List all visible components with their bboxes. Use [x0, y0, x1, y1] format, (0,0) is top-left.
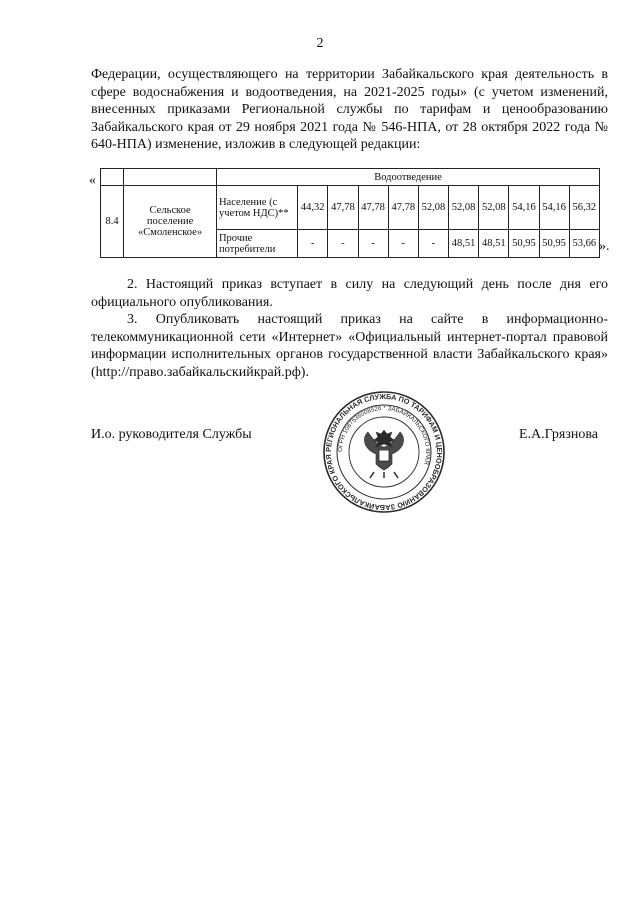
tariff-value: 48,51: [479, 230, 509, 258]
seal-outer-text: РЕГИОНАЛЬНАЯ СЛУЖБА ПО ТАРИФАМ И ЦЕНООБРАЗОВАНИЮ ЗАБАЙКАЛЬСКОГО КРАЯ: [323, 391, 445, 513]
tariff-value: 50,95: [539, 230, 569, 258]
signature-title: И.о. руководителя Службы: [91, 427, 252, 442]
tariff-value: 52,08: [449, 186, 479, 230]
tariff-value: 47,78: [358, 186, 388, 230]
paragraph-2: 2. Настоящий приказ вступает в силу на следующий день после дня его официального опубликования.: [91, 277, 608, 310]
tariff-value: -: [388, 230, 418, 258]
intro-paragraph: Федерации, осуществляющего на территории Забайкальского края деятельность в сфере водоснабжения и водоотведения, на 2021-2025 годы» (с учетом изменений, внесенных приказами Региональной службы по тарифам и ценообразованию Забайкальского края от 29 ноября 2021 года № 546-НПА, от 28 октября 2022 года № 640-НПА) изменение, изложив в следующей редакции:: [91, 67, 608, 152]
official-seal: [322, 390, 446, 514]
row-number: 8.4: [101, 186, 124, 258]
page-number: 2: [316, 36, 324, 51]
seal-inner-text: ОГРН 1087536008526 * ЗАБАЙКАЛЬСКОГО КРАЯ: [336, 404, 432, 466]
tariff-value: 52,08: [479, 186, 509, 230]
category-label: Население (с учетом НДС)**: [216, 186, 297, 230]
tariff-value: 47,78: [328, 186, 358, 230]
signature-name: Е.А.Грязнова: [519, 427, 598, 442]
tariff-value: -: [418, 230, 448, 258]
tariff-value: -: [298, 230, 328, 258]
coat-of-arms-icon: [364, 430, 403, 478]
table-quote-close: ».: [599, 239, 610, 254]
paragraph-3: 3. Опубликовать настоящий приказ на сайте в информационно-телекоммуникационной сети «Интернет» «Официальный интернет-портал правовой информации исполнительных органов государственной власти Забайкальского края» (http://право.забайкальскийкрай.рф).: [91, 312, 608, 380]
table-row: [101, 186, 600, 230]
tariff-value: 54,16: [539, 186, 569, 230]
tariff-value: 54,16: [509, 186, 539, 230]
tariff-table: [100, 168, 600, 258]
tariff-value: 48,51: [449, 230, 479, 258]
tariff-value: 52,08: [418, 186, 448, 230]
section-header: Водоотведение: [216, 169, 599, 186]
table-empty-cell: [101, 169, 124, 186]
tariff-value: 44,32: [298, 186, 328, 230]
tariff-value: 47,78: [388, 186, 418, 230]
tariff-value: 56,32: [569, 186, 599, 230]
table-section-row: [101, 169, 600, 186]
tariff-value: 50,95: [509, 230, 539, 258]
tariff-value: -: [358, 230, 388, 258]
settlement-name: Сельское поселение «Смоленское»: [124, 186, 217, 258]
table-empty-cell: [124, 169, 217, 186]
tariff-value: -: [328, 230, 358, 258]
tariff-value: 53,66: [569, 230, 599, 258]
category-label: Прочие потребители: [216, 230, 297, 258]
table-quote-open: «: [89, 173, 96, 188]
